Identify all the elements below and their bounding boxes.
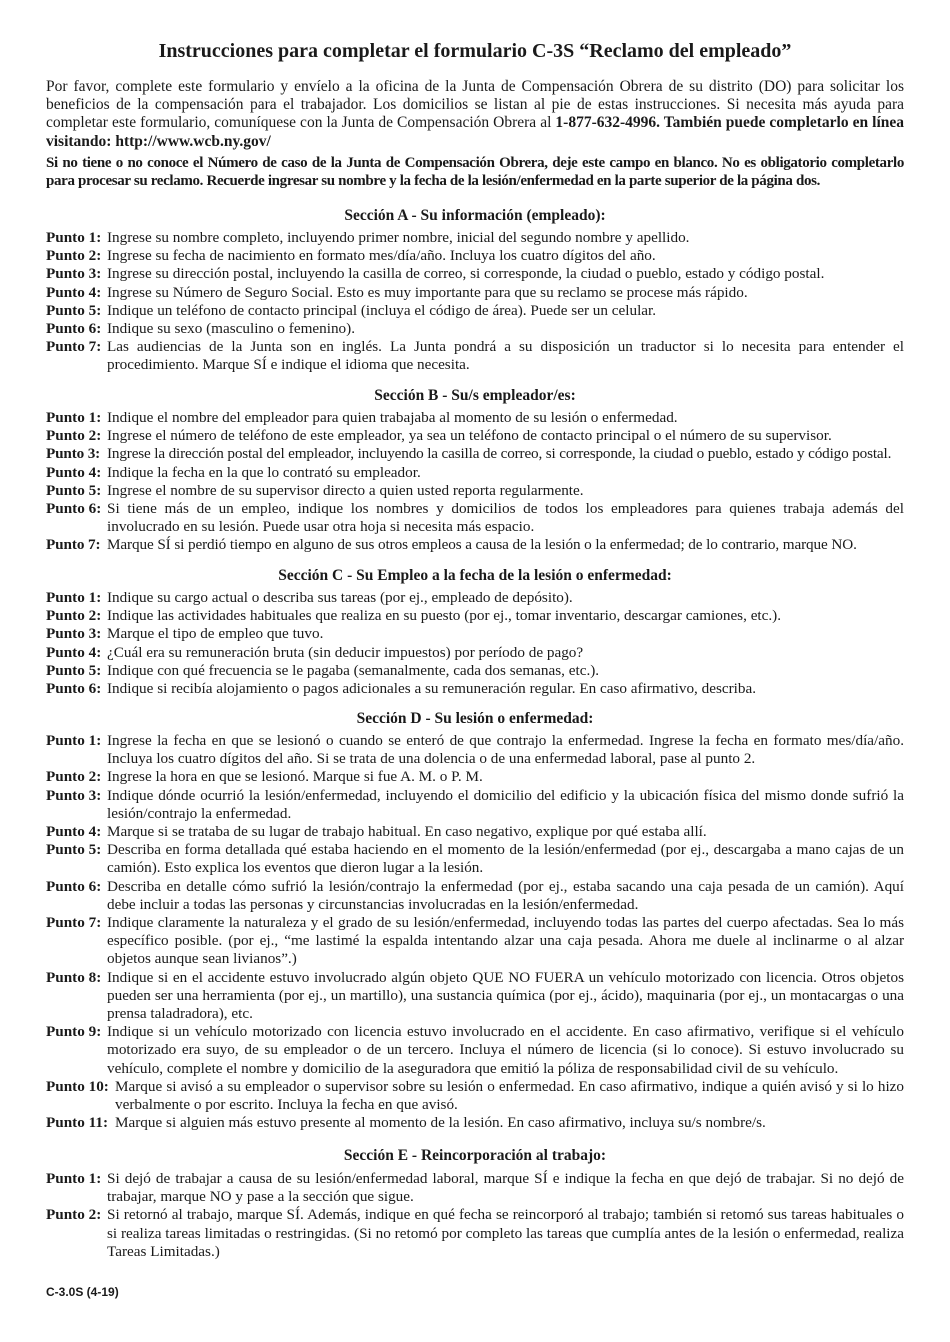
item-text: Ingrese su dirección postal, incluyendo la casilla de correo, si corresponde, la ciudad o pueblo, estado y código postal. [107,265,825,283]
item-text: Indique dónde ocurrió la lesión/enfermedad, incluyendo el domicilio del edificio y la ubicación física del mismo donde sufrió la lesión/contrajo la enfermedad. [107,786,904,822]
list-item [46,482,904,500]
list-item [46,841,904,877]
item-text: ¿Cuál era su remuneración bruta (sin deducir impuestos) por período de pago? [107,643,584,661]
item-label: Punto 6: [46,320,102,338]
list-item [46,229,904,247]
item-label: Punto 7: [46,536,101,554]
list-item [46,625,904,643]
list-item [46,464,904,482]
section-c-heading: Sección C - Su Empleo a la fecha de la lesión o enfermedad: [278,567,672,584]
form-code-footer: C-3.0S (4-19) [46,1285,119,1299]
list-item [46,338,904,374]
item-label: Punto 2: [46,607,102,625]
item-text: Indique un teléfono de contacto principal (incluya el código de área). Puede ser un celular. [107,301,657,319]
item-label: Punto 2: [46,1206,102,1224]
list-item [46,969,904,1024]
list-item [46,1206,904,1261]
list-item [46,265,904,283]
item-label: Punto 4: [46,283,102,301]
item-text: Describa en forma detallada qué estaba haciendo en el momento de la lesión/enfermedad (por ej., descargaba a mano cajas de un camión). Esto explica los eventos que dieron lugar a la lesión. [107,841,904,877]
item-text: Marque si alguien más estuvo presente al momento de la lesión. En caso afirmativo, incluya su/s nombre/s. [115,1114,766,1132]
list-item [46,320,904,338]
item-label: Punto 1: [46,1170,102,1187]
list-item [46,1114,904,1132]
item-text: Indique si en el accidente estuvo involucrado algún objeto QUE NO FUERA un vehículo motorizado con licencia. Otros objetos pueden ser una herramienta (por ej., un martillo), una sustancia química (por ej., ácido), maquinaria (por ej., un montacargas o una prensa taladradora), etc. [107,968,904,1023]
item-text: Ingrese la fecha en que se lesionó o cuando se enteró de que contrajo la enfermedad. Ingrese la fecha en formato mes/día/año. Incluya los cuatro dígitos del año. Si se trata de una dolencia o de una enfermedad laboral, pase al punto 2. [107,732,904,768]
item-label: Punto 9: [46,1023,102,1041]
list-item [46,536,904,554]
section-d-heading: Sección D - Su lesión o enfermedad: [356,710,594,727]
item-text: Si dejó de trabajar a causa de su lesión/enfermedad laboral, marque SÍ e indique la fecha en que dejó de trabajar. Si no dejó de trabajar, marque NO y pase a la sección que sigue. [107,1170,904,1206]
list-item [46,1170,904,1206]
item-text: Marque si se trataba de su lugar de trabajo habitual. En caso negativo, explique por qué estaba allí. [107,823,707,841]
list-item [46,589,904,607]
item-label: Punto 3: [46,786,102,804]
item-text: Indique las actividades habituales que realiza en su puesto (por ej., tomar inventario, descargar camiones, etc.). [107,607,782,625]
item-label: Punto 6: [46,680,102,698]
list-item [46,427,904,445]
item-text: Indique claramente la naturaleza y el grado de su lesión/enfermedad, incluyendo todas las partes del cuerpo afectadas. Sea lo más específico posible. (por ej., “me lastimé la espalda intentando alzar una caja pesada. Ahora me duele al inclinarme o al alzar objetos aunque sean livianos”.) [107,914,904,968]
item-text: Indique la fecha en la que lo contrató su empleador. [107,463,421,481]
item-text: Ingrese la hora en que se lesionó. Marque si fue A. M. o P. M. [107,768,483,786]
item-text: Indique si recibía alojamiento o pagos adicionales a su remuneración regular. En caso afirmativo, describa. [107,680,757,698]
item-label: Punto 1: [46,409,102,426]
list-item [46,445,904,463]
item-label: Punto 7: [46,914,102,932]
list-item [46,1078,904,1114]
item-label: Punto 1: [46,589,102,606]
item-text: Indique con qué frecuencia se le pagaba (semanalmente, cada dos semanas, etc.). [107,661,600,679]
list-item [46,607,904,625]
item-text: Describa en detalle cómo sufrió la lesión/contrajo la enfermedad (por ej., estaba sacando una caja pesada de un camión). Aquí debe incluir a todas las personas y circunstancias involucradas en la lesión/enfermedad. [107,877,904,913]
item-label: Punto 2: [46,768,102,786]
item-label: Punto 7: [46,338,102,356]
item-label: Punto 1: [46,732,102,749]
item-text: Indique si un vehículo motorizado con licencia estuvo involucrado en el accidente. En caso afirmativo, verifique si el vehículo motorizado era suyo, de su empleador o de un tercero. Incluya el número de licencia (si lo conoce). Si estuvo involucrado su vehículo, complete el nombre y domicilio de la aseguradora que emitió la póliza de responsabilidad civil de su vehículo. [107,1023,904,1077]
list-item [46,302,904,320]
section-a-items [46,229,904,375]
list-item [46,787,904,823]
item-label: Punto 1: [46,229,102,246]
item-text: Marque el tipo de empleo que tuvo. [107,625,324,643]
list-item [46,768,904,786]
item-label: Punto 6: [46,877,102,895]
item-label: Punto 10: [46,1077,109,1095]
item-text: Si retornó al trabajo, marque SÍ. Además, indique en qué fecha se reincorporó al trabajo; también si retomó sus tareas habituales o si realiza tareas limitadas o restringidas. (Si no retomó por completo las tareas que cumplía antes de la lesión o enfermedad, realiza Tareas Limitadas.) [107,1206,904,1260]
intro-phone: 1-877-632-4996. [555,114,661,132]
item-label: Punto 2: [46,247,102,265]
section-d-items [46,732,904,1132]
section-b-items [46,409,904,555]
list-item [46,500,904,536]
list-item [46,409,904,427]
item-text: Las audiencias de la Junta son en inglés. La Junta pondrá a su disposición un traductor si lo necesita para entender el procedimiento. Marque SÍ e indique el idioma que necesita. [107,338,904,374]
item-text: Ingrese el nombre de su supervisor directo a quien usted reporta regularmente. [107,481,584,499]
section-c-items [46,589,904,698]
item-label: Punto 5: [46,481,102,499]
item-label: Punto 4: [46,463,102,481]
item-text: Indique su sexo (masculino o femenino). [107,320,356,338]
list-item [46,878,904,914]
item-label: Punto 3: [46,265,102,283]
item-label: Punto 6: [46,500,102,518]
item-text: Ingrese la dirección postal del empleador, incluyendo la casilla de correo, si corresponde, la ciudad o pueblo, estado y código postal. [107,445,892,463]
list-item [46,680,904,698]
list-item [46,644,904,662]
item-label: Punto 3: [46,625,102,643]
item-text: Indique su cargo actual o describa sus tareas (por ej., empleado de depósito). [107,589,573,606]
item-label: Punto 11: [46,1114,109,1132]
item-text: Si tiene más de un empleo, indique los nombres y domicilios de todos los empleadores para quienes trabaja además del involucrado en su lesión. Puede usar otra hoja si necesita más espacio. [107,500,904,536]
item-text: Ingrese su fecha de nacimiento en formato mes/día/año. Incluya los cuatro dígitos del año. [107,247,656,265]
list-item [46,247,904,265]
list-item [46,662,904,680]
item-text: Marque SÍ si perdió tiempo en alguno de sus otros empleos a causa de la lesión o la enfermedad; de lo contrario, marque NO. [107,536,857,554]
item-label: Punto 3: [46,445,101,463]
item-text: Ingrese el número de teléfono de este empleador, ya sea un teléfono de contacto principal o el número de su supervisor. [107,427,832,445]
section-b-heading: Sección B - Su/s empleador/es: [374,387,576,404]
list-item [46,914,904,969]
list-item [46,732,904,768]
intro-online-link[interactable]: También puede completarlo en línea visitando: http://www.wcb.ny.gov/ [46,114,904,150]
item-text: Ingrese su nombre completo, incluyendo primer nombre, inicial del segundo nombre y apellido. [107,229,690,246]
item-label: Punto 5: [46,661,102,679]
item-label: Punto 4: [46,823,102,841]
item-label: Punto 2: [46,427,102,445]
section-e-items [46,1170,904,1261]
page-title: Instrucciones para completar el formulario C-3S “Reclamo del empleado” [158,40,792,62]
item-label: Punto 4: [46,643,102,661]
item-label: Punto 5: [46,841,102,859]
intro-paragraph [46,78,904,151]
item-label: Punto 8: [46,968,102,986]
list-item [46,1023,904,1078]
item-text: Indique el nombre del empleador para quien trabajaba al momento de su lesión o enfermedad. [107,409,678,426]
section-e-heading: Sección E - Reincorporación al trabajo: [343,1147,607,1164]
item-label: Punto 5: [46,301,102,319]
item-text: Ingrese su Número de Seguro Social. Esto es muy importante para que su reclamo se procese más rápido. [107,283,748,301]
section-a-heading: Sección A - Su información (empleado): [344,207,606,224]
case-number-note: Si no tiene o no conoce el Número de caso de la Junta de Compensación Obrera, deje este campo en blanco. No es obligatorio completarlo para procesar su reclamo. Recuerde ingresar su nombre y la fecha de la lesión/enfermedad en la parte superior de la página dos. [46,155,904,190]
intro-text: Por favor, complete este formulario y envíelo a la oficina de la Junta de Compensación Obrera de su distrito (DO) para solicitar los beneficios de la compensación para el trabajador. Los domicilios se listan al pie de estas instrucciones. Si necesita más ayuda para completar este formulario, comuníquese con la Junta de Compensación Obrera al [46,78,904,132]
list-item [46,284,904,302]
item-text: Marque si avisó a su empleador o supervisor sobre su lesión o enfermedad. En caso afirmativo, indique a quién avisó y si lo hizo verbalmente o por escrito. Incluya la fecha en que avisó. [115,1077,904,1114]
list-item [46,823,904,841]
